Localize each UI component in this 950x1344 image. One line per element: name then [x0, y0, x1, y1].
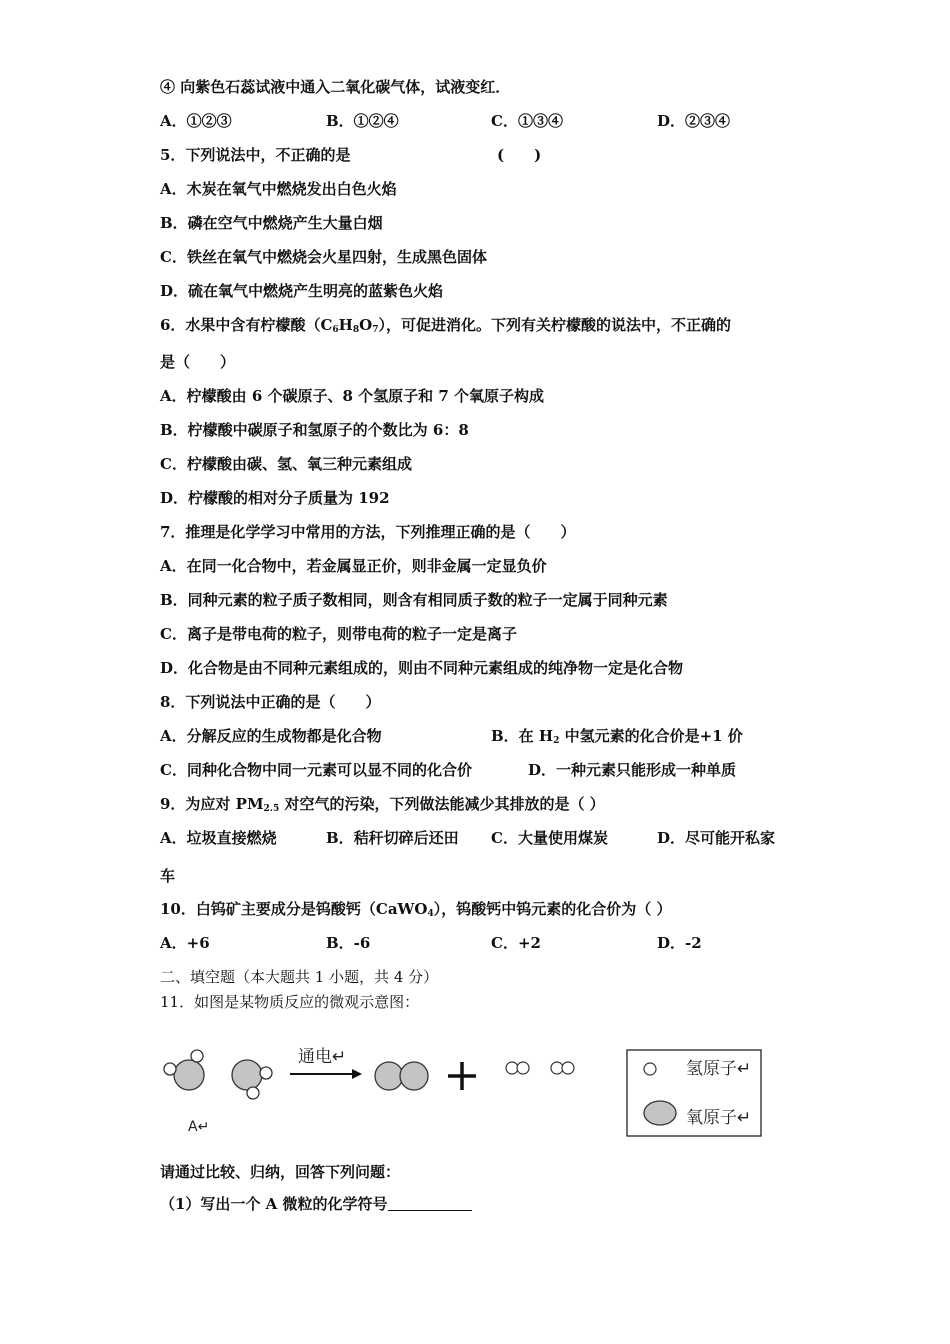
hydrogen-molecule-1	[506, 1062, 529, 1074]
arrow-label: 通电↵	[298, 1047, 347, 1067]
q5-answer-paren: ( )	[497, 146, 542, 164]
oxygen-molecule	[375, 1062, 428, 1090]
prev-option-b: B．①②④	[326, 112, 399, 130]
q7-option-b: B．同种元素的粒子质子数相同，则含有相同质子数的粒子一定属于同种元素	[160, 591, 668, 609]
prev-option-d: D．②③④	[657, 112, 731, 130]
q9-option-b: B．秸秆切碎后还田	[326, 829, 459, 847]
prev-option-a: A．①②③	[160, 112, 232, 130]
q6-option-d: D．柠檬酸的相对分子质量为 192	[160, 489, 390, 507]
q10-option-c: C．+2	[491, 934, 541, 952]
q11-instruction: 请通过比较、归纳，回答下列问题：	[160, 1163, 401, 1181]
statement-4: ④ 向紫色石蕊试液中通入二氧化碳气体，试液变红．	[160, 78, 511, 96]
q7-stem: 7．推理是化学学习中常用的方法，下列推理正确的是（ ）	[160, 523, 576, 541]
reaction-diagram	[150, 1036, 780, 1146]
q10-option-d: D．-2	[657, 934, 702, 952]
section-title: 二、填空题（本大题共 1 小题，共 4 分）	[160, 968, 439, 986]
q6-stem: 6．水果中含有柠檬酸$(C_6H_8O_7)$，可促进消化。下列有关柠檬酸的说法中，不正确的	[160, 316, 731, 335]
q7-option-c: C．离子是带电荷的粒子，则带电荷的粒子一定是离子	[160, 625, 517, 643]
q5-option-d: D．硫在氧气中燃烧产生明亮的蓝紫色火焰	[160, 282, 444, 300]
q8-option-a: A．分解反应的生成物都是化合物	[160, 727, 382, 745]
hydrogen-molecule-2	[551, 1062, 574, 1074]
q6-stem-continued: 是（ ）	[160, 353, 236, 371]
q7-option-a: A．在同一化合物中，若金属显正价，则非金属一定显负价	[160, 557, 547, 575]
q10-option-a: A．+6	[160, 934, 210, 952]
q9-option-c: C．大量使用煤炭	[491, 829, 608, 847]
q9-option-d: D．尽可能开私家	[657, 829, 776, 847]
q5-stem: 5．下列说法中，不正确的是	[160, 146, 351, 164]
q8-option-b: B．在 $H_2$ 中氢元素的化合价是+1 价	[491, 727, 743, 746]
q5-option-c: C．铁丝在氧气中燃烧会火星四射，生成黑色固体	[160, 248, 487, 266]
hydrogen-atom-icon	[644, 1063, 656, 1075]
q7-option-d: D．化合物是由不同种元素组成的，则由不同种元素组成的纯净物一定是化合物	[160, 659, 684, 677]
q5-option-a: A．木炭在氧气中燃烧发出白色火焰	[160, 180, 397, 198]
q9-stem: 9．为应对 $PM_{2.5}$ 对空气的污染，下列做法能减少其排放的是（ ）	[160, 795, 605, 814]
molecule-a-label: A↵	[188, 1119, 210, 1135]
q8-option-c: C．同种化合物中同一元素可以显不同的化合价	[160, 761, 472, 779]
q5-option-b: B．磷在空气中燃烧产生大量白烟	[160, 214, 383, 232]
water-molecule-2	[232, 1060, 272, 1099]
q10-option-b: B．-6	[326, 934, 371, 952]
water-molecule-1	[164, 1050, 204, 1090]
oxygen-atom-icon	[644, 1101, 676, 1125]
reaction-arrow-icon	[290, 1069, 362, 1079]
q11-subquestion-1: （1）写出一个 A 微粒的化学符号	[160, 1194, 472, 1214]
q9-option-a: A．垃圾直接燃烧	[160, 829, 277, 847]
q8-stem: 8．下列说法中正确的是（ ）	[160, 693, 381, 711]
q11-stem: 11．如图是某物质反应的微观示意图：	[160, 993, 420, 1011]
legend-hydrogen-label: 氢原子↵	[686, 1059, 752, 1079]
q6-option-a: A．柠檬酸由 6 个碳原子、8 个氢原子和 7 个氧原子构成	[160, 387, 545, 405]
q9-option-d-continued: 车	[160, 867, 176, 885]
plus-icon	[448, 1062, 476, 1090]
legend-oxygen-label: 氧原子↵	[686, 1108, 752, 1128]
prev-option-c: C．①③④	[491, 112, 563, 130]
legend-box	[627, 1050, 761, 1136]
q10-stem: 10．白钨矿主要成分是钨酸钙（CaWO$_4$），钨酸钙中钨元素的化合价为（ ）	[160, 900, 672, 919]
q8-option-d: D．一种元素只能形成一种单质	[528, 761, 737, 779]
q6-option-b: B．柠檬酸中碳原子和氢原子的个数比为 6：8	[160, 421, 469, 439]
q6-option-c: C．柠檬酸由碳、氢、氧三种元素组成	[160, 455, 412, 473]
answer-blank[interactable]	[388, 1196, 472, 1211]
